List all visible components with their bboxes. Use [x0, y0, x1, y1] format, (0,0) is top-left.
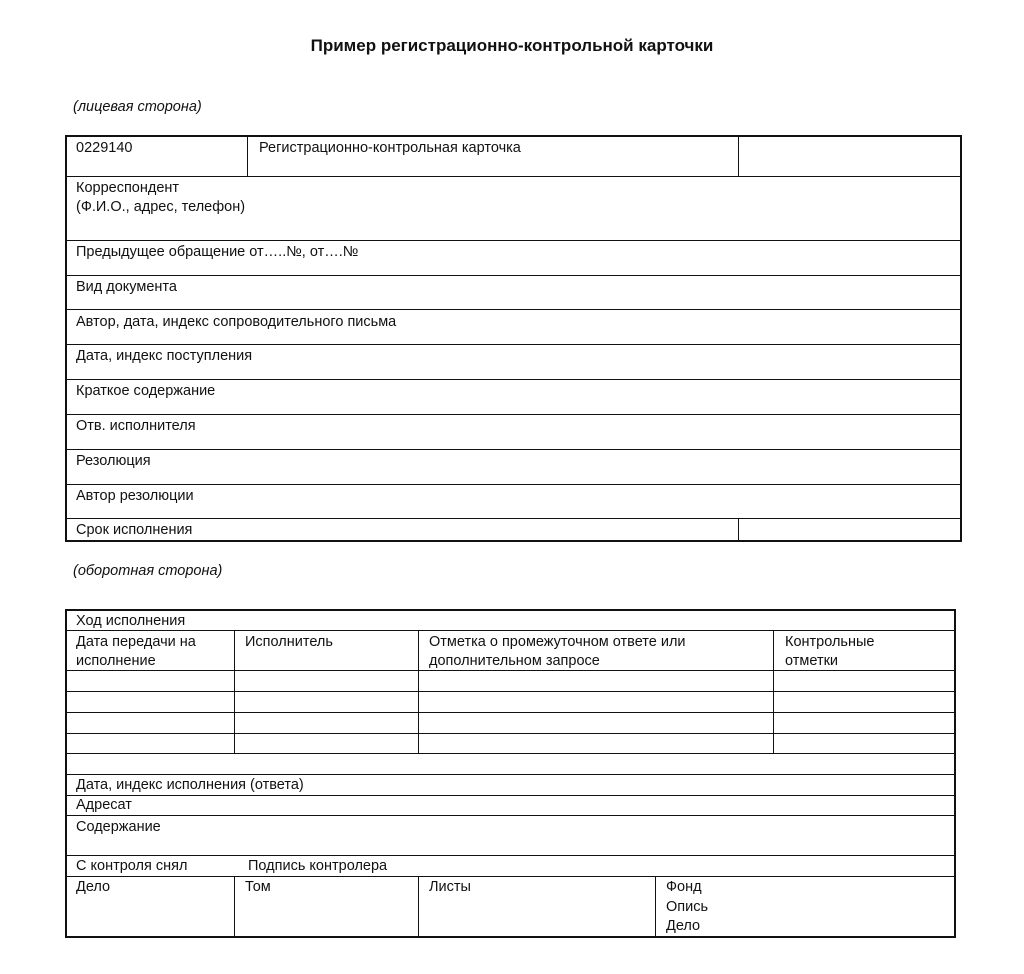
fond-label: Фонд	[666, 879, 702, 895]
divider	[234, 876, 235, 937]
divider	[66, 240, 961, 241]
front-caption: (лицевая сторона)	[73, 99, 202, 115]
divider	[738, 137, 739, 176]
divider	[66, 449, 961, 450]
divider	[247, 137, 248, 176]
summary-label: Краткое содержание	[76, 383, 216, 399]
controller-signature-label: Подпись контролера	[248, 858, 388, 874]
divider	[66, 691, 955, 692]
page-title: Пример регистрационно-контрольной карточки	[310, 36, 714, 55]
divider	[418, 876, 419, 937]
back-caption: (оборотная сторона)	[73, 563, 223, 579]
divider	[66, 753, 955, 754]
sheets-label: Листы	[429, 879, 471, 895]
resolution-label: Резолюция	[76, 453, 151, 469]
deadline-label: Срок исполнения	[76, 522, 193, 538]
cover-letter-label: Автор, дата, индекс сопроводительного письма	[76, 314, 397, 330]
divider	[66, 275, 961, 276]
addressee-label: Адресат	[76, 797, 132, 813]
divider	[66, 484, 961, 485]
card-code: 0229140	[76, 140, 133, 156]
col-control-marks: Контрольные	[785, 634, 875, 650]
content-label: Содержание	[76, 819, 161, 835]
divider	[66, 630, 955, 631]
col-transfer-date: Дата передачи на	[76, 634, 196, 650]
executor-label: Отв. исполнителя	[76, 418, 196, 434]
divider	[66, 712, 955, 713]
col-interim-note-2: дополнительном запросе	[429, 653, 600, 669]
inventory-label: Опись	[666, 899, 709, 915]
card-title: Регистрационно-контрольная карточка	[259, 140, 521, 156]
divider	[66, 795, 955, 796]
col-control-marks-2: отметки	[785, 653, 839, 669]
doc-type-label: Вид документа	[76, 279, 177, 295]
divider	[738, 518, 739, 540]
divider	[66, 379, 961, 380]
divider	[66, 774, 955, 775]
divider	[418, 630, 419, 754]
col-transfer-date-2: исполнение	[76, 653, 156, 669]
divider	[773, 630, 774, 754]
divider	[66, 309, 961, 310]
divider	[66, 518, 961, 519]
col-interim-note: Отметка о промежуточном ответе или	[429, 634, 686, 650]
case-label: Дело	[76, 879, 111, 895]
front-card-border	[65, 135, 962, 542]
execution-date-label: Дата, индекс исполнения (ответа)	[76, 777, 304, 793]
divider	[66, 855, 955, 856]
divider	[66, 344, 961, 345]
divider	[66, 733, 955, 734]
removed-from-control-label: С контроля снял	[76, 858, 188, 874]
col-executor: Исполнитель	[245, 634, 333, 650]
correspondent-hint: (Ф.И.О., адрес, телефон)	[76, 199, 246, 215]
resolution-author-label: Автор резолюции	[76, 488, 194, 504]
divider	[66, 876, 955, 877]
divider	[66, 414, 961, 415]
case2-label: Дело	[666, 918, 701, 934]
progress-label: Ход исполнения	[76, 613, 186, 629]
receipt-label: Дата, индекс поступления	[76, 348, 253, 364]
correspondent-label: Корреспондент	[76, 180, 180, 196]
volume-label: Том	[245, 879, 271, 895]
divider	[655, 876, 656, 937]
divider	[66, 176, 961, 177]
divider	[66, 815, 955, 816]
divider	[234, 630, 235, 754]
previous-request-label: Предыдущее обращение от…..№, от….№	[76, 244, 359, 260]
